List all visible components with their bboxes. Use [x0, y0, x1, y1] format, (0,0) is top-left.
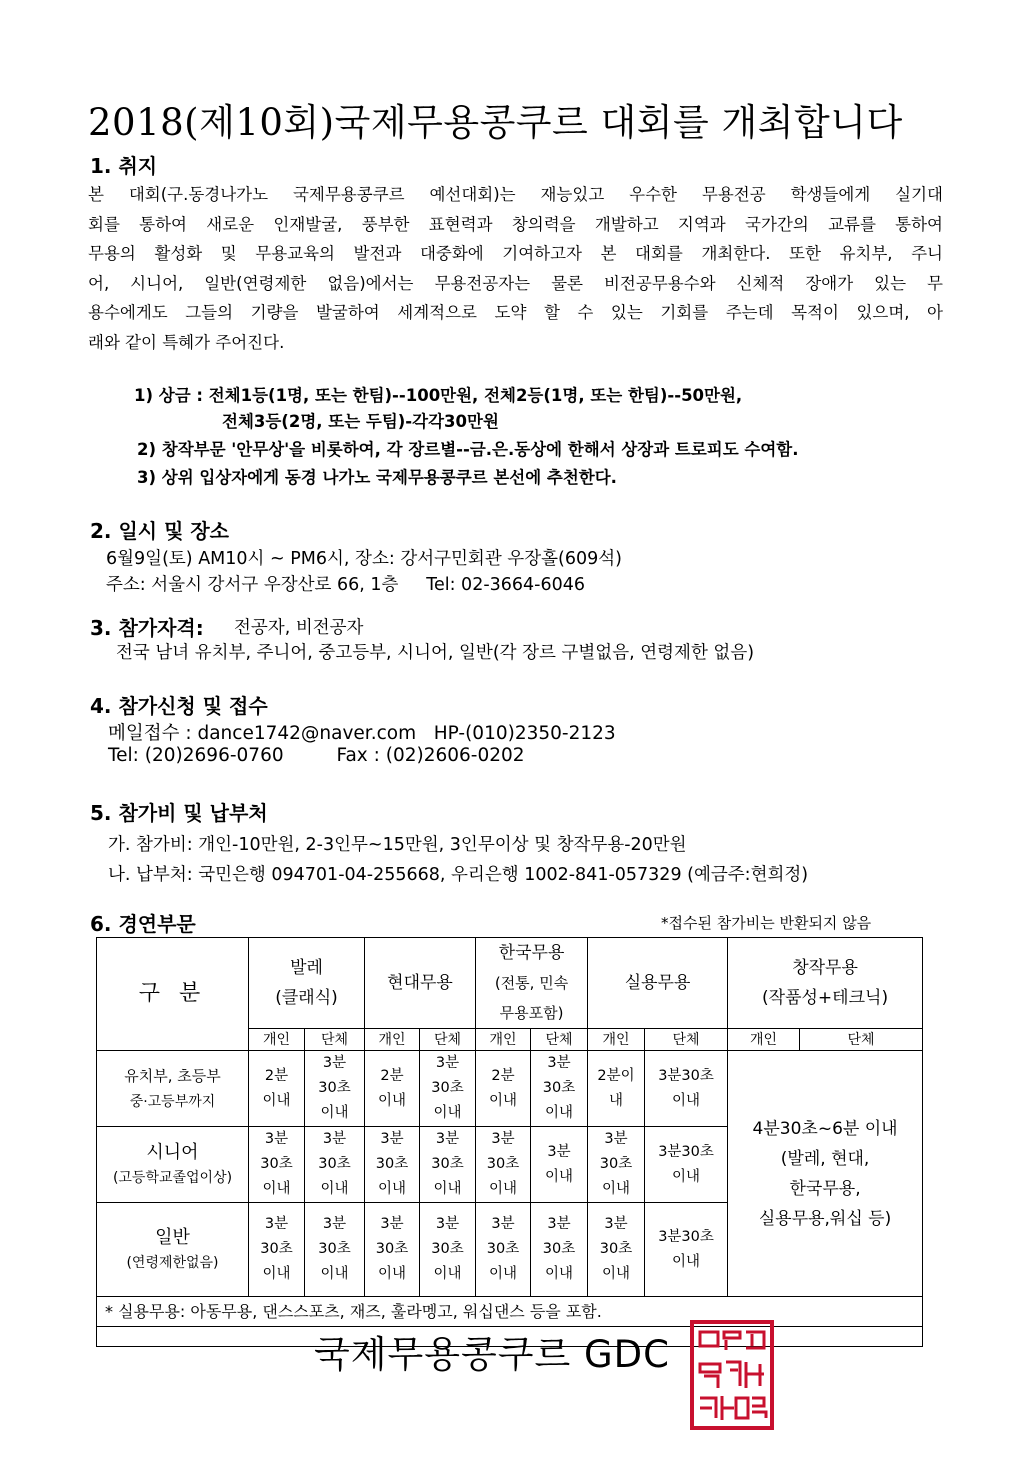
- time-limit-text: 이내: [545, 1266, 574, 1282]
- time-limit-cell: [249, 1127, 305, 1203]
- official-seal-icon: [690, 1320, 774, 1430]
- time-limit-cell: [531, 1203, 588, 1297]
- time-limit-cell: [476, 1051, 531, 1127]
- time-limit-text: 이내: [489, 1092, 518, 1109]
- time-limit-text: 3분: [435, 1131, 460, 1147]
- payment-info: 나. 납부처: 국민은행 094701-04-255668, 우리은행 1002-841-057329 (예금주:현희정): [108, 865, 809, 885]
- time-limit-text: 30초: [318, 1241, 351, 1257]
- modern-header: 현대무용: [365, 938, 476, 1029]
- time-limit-text: 2분이: [597, 1067, 635, 1084]
- time-limit-text: 이내: [489, 1181, 518, 1197]
- time-limit-text: 3분: [380, 1131, 404, 1147]
- time-limit-text: 3분30초: [658, 1143, 714, 1160]
- time-limit-text: 3분: [322, 1055, 347, 1071]
- time-limit-text: 내: [609, 1092, 624, 1109]
- time-limit-text: 30초: [318, 1156, 351, 1172]
- time-limit-text: 30초: [542, 1241, 576, 1257]
- time-limit-text: 이내: [320, 1266, 349, 1282]
- group-label: 단체: [305, 1029, 365, 1051]
- time-limit-cell: [531, 1051, 588, 1127]
- time-limit-text: 이내: [377, 1266, 406, 1282]
- time-limit-cell: [249, 1203, 305, 1297]
- time-limit-text: 3분: [491, 1131, 515, 1147]
- time-limit-text: 30초: [431, 1241, 464, 1257]
- section-2-heading: 2. 일시 및 장소: [90, 519, 230, 543]
- section-3-heading: 3. 참가자격:: [90, 616, 204, 640]
- time-limit-text: 3분: [604, 1131, 628, 1147]
- time-limit-text: 이내: [433, 1181, 462, 1197]
- time-limit-text: 30초: [599, 1241, 633, 1257]
- eligibility-type: 전공자, 비전공자: [234, 618, 364, 638]
- section-1-heading: 1. 취지: [90, 154, 158, 178]
- row-label-sub: (연령제한없음): [126, 1255, 219, 1271]
- time-limit-text: 3분: [322, 1131, 347, 1147]
- time-limit-text: 30초: [542, 1080, 576, 1096]
- row-label-main: 유치부, 초등부: [124, 1067, 221, 1085]
- creative-time-text: 한국무용,: [789, 1178, 861, 1199]
- paragraph-line: 무용의 활성화 및 무용교육의 발전과 대중화에 기여하고자 본 대회를 개최한다. 또한 유치부, 주니: [88, 244, 943, 263]
- creative-header: [728, 938, 923, 1029]
- time-limit-text: 3분: [435, 1216, 460, 1232]
- time-limit-text: 3분: [604, 1216, 628, 1232]
- time-limit-text: 이내: [672, 1092, 701, 1109]
- creative-sub: (작품성+테크닉): [762, 988, 889, 1008]
- time-limit-text: 3분: [435, 1055, 460, 1071]
- time-limit-text: 30초: [318, 1080, 351, 1096]
- time-limit-cell: [305, 1051, 365, 1127]
- time-limit-text: 이내: [262, 1266, 291, 1282]
- time-limit-text: 이내: [320, 1105, 349, 1121]
- eligibility-detail: 전국 남녀 유치부, 주니어, 중고등부, 시니어, 일반(각 장르 구별없음, 연령제한 없음): [116, 643, 755, 663]
- time-limit-text: 3분30초: [658, 1067, 714, 1084]
- time-limit-text: 이내: [545, 1105, 574, 1121]
- application-email: 메일접수 : dance1742@naver.com HP-(010)2350-2123: [108, 723, 616, 744]
- time-limit-text: 3분: [264, 1131, 289, 1147]
- time-limit-text: 30초: [375, 1241, 409, 1257]
- creative-label: 창작무용: [792, 958, 858, 978]
- time-limit-text: 3분: [264, 1216, 289, 1232]
- time-limit-cell: [305, 1127, 365, 1203]
- table-row: [97, 1051, 923, 1127]
- time-limit-text: 30초: [599, 1156, 633, 1172]
- time-limit-text: 이내: [433, 1105, 462, 1121]
- time-limit-text: 30초: [375, 1156, 409, 1172]
- time-limit-text: 2분: [380, 1067, 404, 1084]
- time-limit-cell: [645, 1203, 728, 1297]
- time-limit-text: 이내: [672, 1168, 701, 1185]
- paragraph-line: 본 대회(구.동경나가노 국제무용콩쿠르 예선대회)는 재능있고 우수한 무용전공 학생들에게 실기대: [88, 185, 943, 204]
- time-limit-cell: [476, 1127, 531, 1203]
- korean-header: [476, 938, 588, 1029]
- time-limit-cell: [531, 1127, 588, 1203]
- page-title: 2018(제10회)국제무용콩쿠르 대회를 개최합니다: [88, 101, 903, 144]
- ballet-header: [249, 938, 365, 1029]
- row-label-sub: (고등학교졸업이상): [112, 1170, 233, 1186]
- benefit-prize-cont: 전체3등(2명, 또는 두팀)-각각30만원: [222, 412, 499, 431]
- benefit-award: 2) 창작부문 '안무상'을 비롯하여, 각 장르별--금.은.동상에 한해서 상장과 트로피도 수여함.: [137, 440, 799, 459]
- time-limit-text: 2분: [264, 1067, 289, 1084]
- time-limit-text: 3분30초: [658, 1228, 714, 1245]
- time-limit-text: 3분: [322, 1216, 347, 1232]
- time-limit-text: 이내: [602, 1181, 631, 1197]
- table-footnote: * 실용무용: 아동무용, 댄스스포츠, 재즈, 훌라멩고, 워십댄스 등을 포함.: [97, 1297, 728, 1327]
- time-limit-text: 이내: [262, 1181, 291, 1197]
- time-limit-text: 3분: [491, 1216, 515, 1232]
- time-limit-text: 30초: [431, 1080, 464, 1096]
- time-limit-cell: [365, 1051, 420, 1127]
- creative-time-text: 4분30초~6분 이내: [752, 1118, 898, 1139]
- row-label: [97, 1203, 249, 1297]
- time-limit-cell: [588, 1127, 645, 1203]
- application-phone: Tel: (20)2696-0760 Fax : (02)2606-0202: [108, 745, 525, 766]
- row-label-sub: 중·고등부까지: [129, 1094, 216, 1110]
- ballet-sub: (클래식): [275, 988, 338, 1008]
- time-limit-cell: [420, 1203, 476, 1297]
- benefit-prize: 1) 상금 : 전체1등(1명, 또는 한팀)--100만원, 전체2등(1명, 또는 한팀)--50만원,: [134, 386, 743, 405]
- group-label: 단체: [800, 1029, 923, 1051]
- solo-label: 개인: [365, 1029, 420, 1051]
- fee-info: 가. 참가비: 개인-10만원, 2-3인무~15만원, 3인무이상 및 창작무용-20만원: [108, 835, 687, 855]
- solo-label: 개인: [588, 1029, 645, 1051]
- section-6-heading: 6. 경연부문: [90, 912, 196, 936]
- paragraph-line: 래와 같이 특혜가 주어진다.: [88, 332, 285, 352]
- creative-time-text: (발레, 현대,: [780, 1148, 870, 1169]
- time-limit-cell: [645, 1127, 728, 1203]
- time-limit-cell: [365, 1127, 420, 1203]
- korean-sub-2: 무용포함): [499, 1004, 564, 1022]
- time-limit-text: 3분: [547, 1055, 571, 1071]
- time-limit-text: 이내: [602, 1266, 631, 1282]
- group-label: 단체: [531, 1029, 588, 1051]
- time-limit-text: 이내: [262, 1092, 291, 1109]
- time-limit-text: 30초: [486, 1241, 520, 1257]
- organization-name: 국제무용콩쿠르 GDC: [314, 1333, 670, 1376]
- time-limit-text: 이내: [433, 1266, 462, 1282]
- benefit-recommend: 3) 상위 입상자에게 동경 나가노 국제무용콩쿠르 본선에 추천한다.: [137, 468, 617, 487]
- time-limit-text: 2분: [491, 1067, 515, 1084]
- competition-table: [96, 937, 923, 1347]
- date-place: 6월9일(토) AM10시 ~ PM6시, 장소: 강서구민회관 우장홀(609석): [106, 549, 622, 569]
- paragraph-line: 회를 통하여 새로운 인재발굴, 풍부한 표현력과 창의력을 개발하고 지역과 국가간의 교류를 통하여: [88, 214, 943, 234]
- time-limit-cell: [476, 1203, 531, 1297]
- time-limit-text: 이내: [489, 1266, 518, 1282]
- solo-label: 개인: [476, 1029, 531, 1051]
- time-limit-cell: [645, 1051, 728, 1127]
- category-header: 구 분: [97, 938, 249, 1051]
- time-limit-cell: [365, 1203, 420, 1297]
- time-limit-text: 3분: [547, 1216, 571, 1232]
- creative-time-cell: [728, 1051, 923, 1297]
- time-limit-text: 이내: [545, 1168, 574, 1185]
- time-limit-cell: [588, 1051, 645, 1127]
- time-limit-text: 이내: [377, 1181, 406, 1197]
- time-limit-cell: [420, 1051, 476, 1127]
- section-4-heading: 4. 참가신청 및 접수: [90, 694, 268, 718]
- paragraph-line: 용수에게도 그들의 기량을 발굴하여 세계적으로 도약 할 수 있는 기회를 주는데 목적이 있으며, 아: [88, 303, 943, 322]
- time-limit-text: 30초: [431, 1156, 464, 1172]
- section-5-heading: 5. 참가비 및 납부처: [90, 801, 268, 825]
- group-label: 단체: [645, 1029, 728, 1051]
- time-limit-text: 3분: [380, 1216, 404, 1232]
- practical-header: 실용무용: [588, 938, 728, 1029]
- solo-label: 개인: [728, 1029, 800, 1051]
- row-label: [97, 1051, 249, 1127]
- creative-time-text: 실용무용,워십 등): [758, 1208, 892, 1229]
- korean-sub-1: (전통, 민속: [494, 974, 569, 992]
- paragraph-line: 어, 시니어, 일반(연령제한 없음)에서는 무용전공자는 물론 비전공무용수와 신체적 장애가 있는 무: [88, 273, 943, 293]
- time-limit-text: 이내: [672, 1253, 701, 1270]
- purpose-paragraph: [88, 180, 943, 357]
- time-limit-cell: [249, 1051, 305, 1127]
- time-limit-text: 30초: [260, 1241, 293, 1257]
- time-limit-cell: [420, 1127, 476, 1203]
- time-limit-text: 이내: [377, 1092, 406, 1109]
- time-limit-cell: [305, 1203, 365, 1297]
- ballet-label: 발레: [290, 958, 323, 978]
- solo-label: 개인: [249, 1029, 305, 1051]
- address: 주소: 서울시 강서구 우장산로 66, 1층 Tel: 02-3664-6046: [106, 575, 586, 595]
- row-label-main: 시니어: [146, 1142, 199, 1163]
- row-label-main: 일반: [155, 1227, 190, 1248]
- time-limit-text: 30초: [260, 1156, 293, 1172]
- refund-note: *접수된 참가비는 반환되지 않음: [661, 914, 872, 932]
- time-limit-text: 이내: [320, 1181, 349, 1197]
- row-label: [97, 1127, 249, 1203]
- time-limit-text: 3분: [547, 1143, 571, 1160]
- group-label: 단체: [420, 1029, 476, 1051]
- time-limit-text: 30초: [486, 1156, 520, 1172]
- time-limit-cell: [588, 1203, 645, 1297]
- korean-label: 한국무용: [498, 943, 565, 963]
